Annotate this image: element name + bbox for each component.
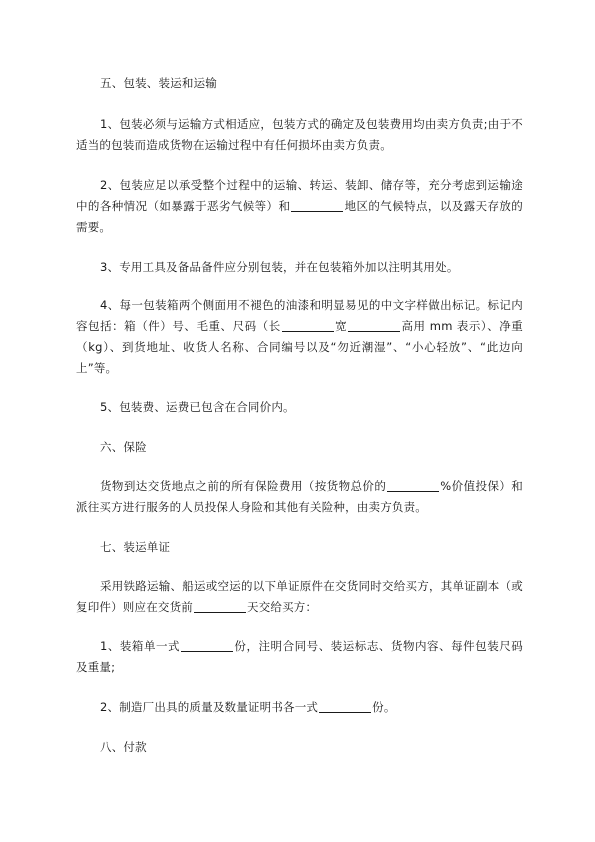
packing-clause-1: 1、包装必须与运输方式相适应，包装方式的确定及包装费用均由卖方负责;由于不适当的包装而造成货物在运输过程中有任何损坏由卖方负责。 (76, 117, 523, 152)
insurance-clause: 货物到达交货地点之前的所有保险费用（按货物总价的 %价值投保）和派往买方进行服务的人员投保人身险和其他有关险种，由卖方负责。 (76, 479, 523, 514)
documents-intro: 采用铁路运输、船运或空运的以下单证原件在交货同时交给买方，其单证副本（或复印件）则应在交货前 天交给买方： (76, 579, 523, 614)
fill-blank-length[interactable] (282, 318, 334, 332)
fill-blank-certificate-copies[interactable] (319, 699, 371, 713)
section-heading-payment: 八、付款 (100, 740, 147, 754)
documents-clause-1: 1、装箱单一式 份，注明合同号、装运标志、货物内容、每件包装尺码及重量; (76, 639, 523, 674)
fill-blank-packing-list-copies[interactable] (181, 638, 233, 652)
packing-clause-3: 3、专用工具及备品备件应分别包装，并在包装箱外加以注明其用处。 (100, 260, 459, 274)
packing-clause-5: 5、包装费、运费已包含在合同价内。 (100, 400, 295, 414)
section-heading-packing: 五、包装、装运和运输 (100, 76, 217, 90)
documents-clause-2: 2、制造厂出具的质量及数量证明书各一式 份。 (100, 700, 396, 714)
fill-blank-days-before[interactable] (194, 599, 246, 613)
section-heading-documents: 七、装运单证 (100, 540, 171, 554)
packing-clause-4: 4、每一包装箱两个侧面用不褪色的油漆和明显易见的中文字样做出标记。标记内容包括：箱（件）号、毛重、尺码（长 宽 高用 mm 表示）、净重（kg）、到货地址、收货人名称、合同编号以及“勿近潮湿”、“小心轻放”、“此边向上”等。 (76, 298, 523, 375)
section-heading-insurance: 六、保险 (100, 440, 147, 454)
fill-blank-region[interactable] (291, 198, 343, 212)
fill-blank-width[interactable] (348, 318, 400, 332)
fill-blank-insured-percent[interactable] (387, 478, 439, 492)
packing-clause-2: 2、包装应足以承受整个过程中的运输、转运、装卸、储存等，充分考虑到运输途中的各种情况（如暴露于恶劣气候等）和 地区的气候特点，以及露天存放的需要。 (76, 178, 523, 234)
